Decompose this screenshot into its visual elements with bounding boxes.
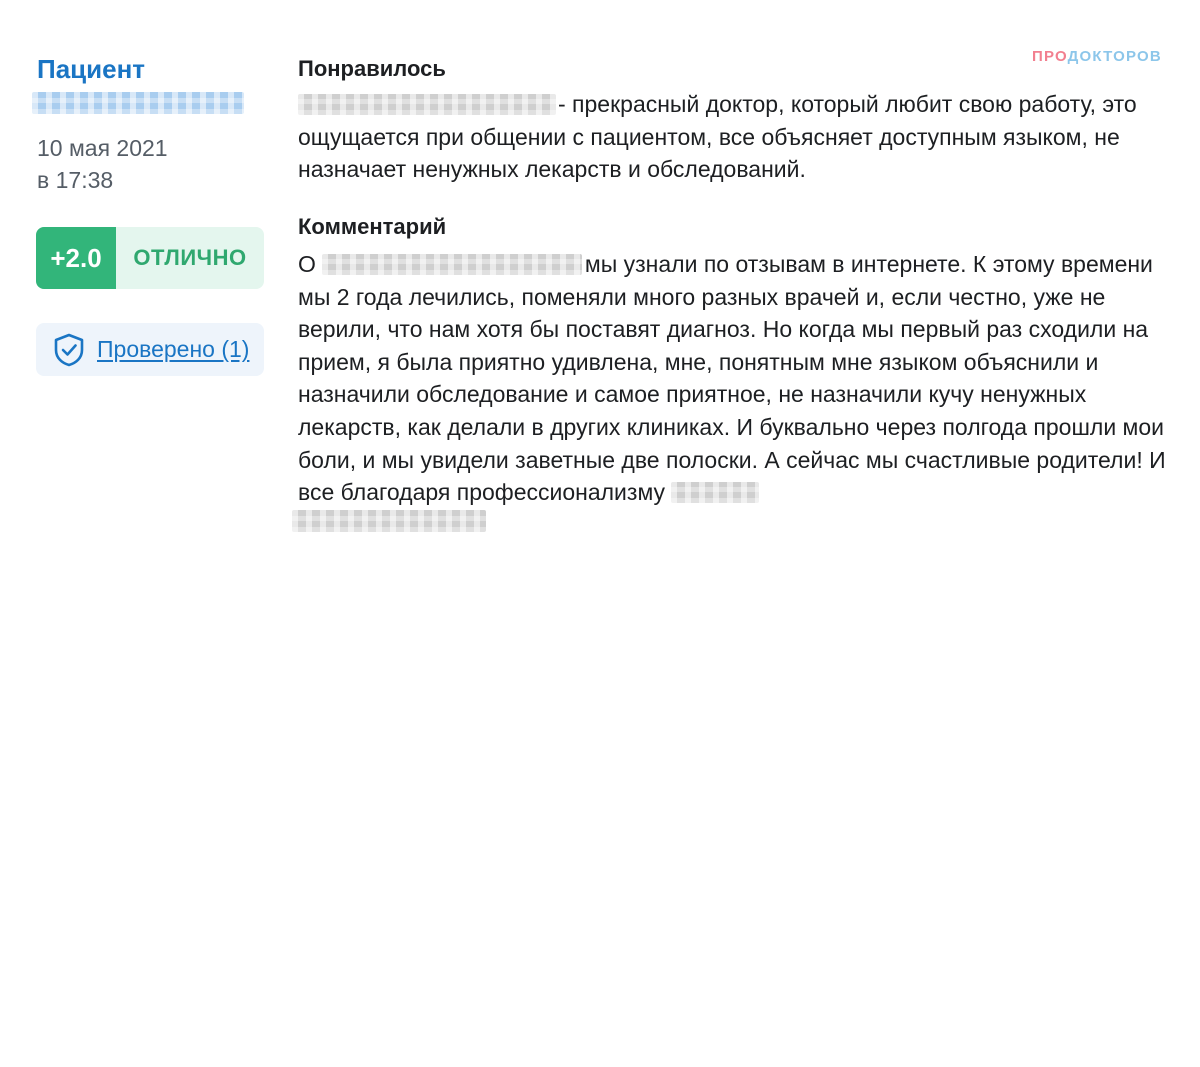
- comment-prefix: О: [298, 251, 316, 277]
- verified-link[interactable]: Проверено (1): [97, 336, 250, 362]
- author-name-redacted: [32, 92, 244, 114]
- review-date: 10 мая 2021: [37, 135, 168, 161]
- logo-part-doctors: ДОКТОРОВ: [1067, 48, 1162, 65]
- liked-title: Понравилось: [298, 56, 446, 81]
- rating-label: ОТЛИЧНО: [133, 245, 247, 270]
- comment-text-block: [298, 248, 1168, 509]
- liked-text: - прекрасный доктор, который любит свою работу, это ощущается при общении с пациентом, все объясняет доступным языком, не назначает ненужных лекарств и обследований.: [298, 91, 1137, 183]
- shield-check-icon: [52, 333, 86, 367]
- doctor-name-redacted: [292, 510, 486, 532]
- rating-badge: [36, 227, 264, 289]
- verified-badge[interactable]: [36, 323, 264, 376]
- liked-text-block: [298, 88, 1168, 186]
- doctor-name-redacted: [671, 482, 759, 503]
- doctor-name-redacted: [322, 254, 582, 275]
- comment-text: мы узнали по отзывам в интернете. К этому времени мы 2 года лечились, поменяли много разных врачей и, если честно, уже не верили, что нам хотя бы поставят диагноз. Но когда мы первый раз сходили на прием, я была приятно удивлена, мне, понятным мне языком объяснили и назначили обследование и самое приятное, не назначили кучу ненужных лекарств, как делали в других клиниках. И буквально через полгода прошли мои боли, и мы увидели заветные две полоски. А сейчас мы счастливые родители! И все благодаря профессионализму: [298, 251, 1166, 506]
- logo-part-pro: ПРО: [1032, 48, 1068, 65]
- author-label[interactable]: Пациент: [37, 54, 146, 84]
- rating-score: +2.0: [36, 227, 116, 289]
- review-time: в 17:38: [37, 167, 114, 193]
- doctor-name-redacted: [298, 94, 556, 115]
- prodoctorov-logo: [1032, 48, 1162, 66]
- comment-title: Комментарий: [298, 214, 447, 239]
